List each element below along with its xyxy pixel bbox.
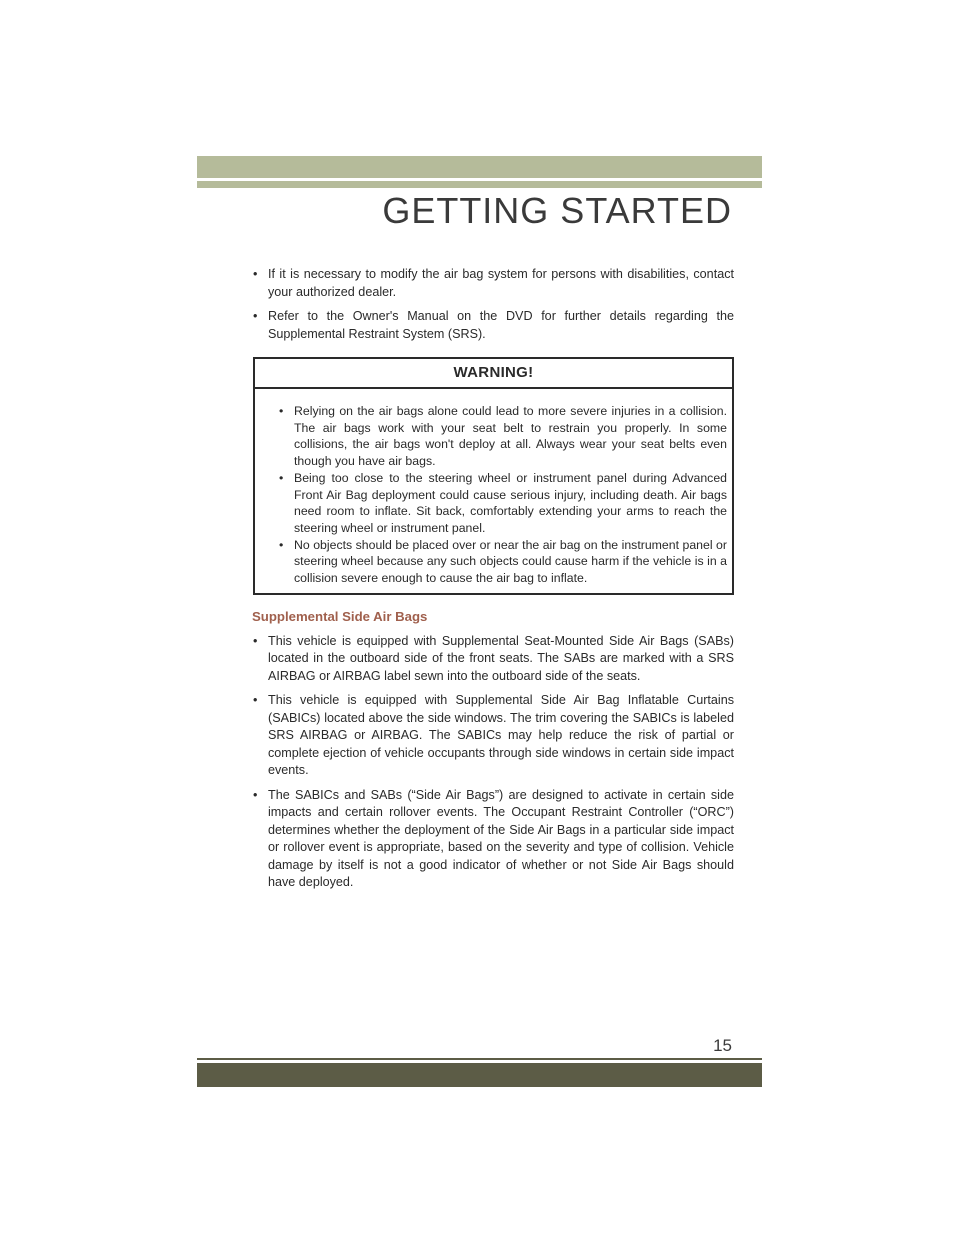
bullet-icon: • (253, 267, 258, 281)
bullet-icon: • (253, 309, 258, 323)
bullet-icon: • (279, 470, 284, 485)
page-content (253, 266, 734, 899)
bullet-icon: • (253, 693, 258, 708)
side-air-bags-heading: Supplemental Side Air Bags (252, 608, 428, 624)
footer-line (197, 1058, 762, 1060)
warning-box (253, 357, 734, 595)
side-air-bags-list (253, 633, 734, 892)
list-item: • This vehicle is equipped with Supplemental Seat-Mounted Side Air Bags (SABs) located in the outboard side of the front seats. The SABs are marked with a SRS AIRBAG or AIRBAG label sewn into the outboard side of the seats. (253, 633, 734, 683)
warning-list (255, 389, 732, 593)
header-bar (197, 156, 762, 178)
list-item: • Relying on the air bags alone could lead to more severe injuries in a collision. The air bags work with your seat belt to restrain you properly. In some collisions, the air bags won't deploy at all. Always wear your seat belts even though you have air bags. (279, 404, 727, 469)
footer-bar (197, 1063, 762, 1087)
header-bar-thin (197, 181, 762, 188)
page-number: 15 (713, 1036, 732, 1055)
bullet-icon: • (279, 404, 284, 418)
warning-title: WARNING! (255, 359, 732, 389)
list-item: • This vehicle is equipped with Supplemental Side Air Bag Inflatable Curtains (SABICs) located above the side windows. The trim covering the SABICs is labeled SRS AIRBAG or AIRBAG. The SABICs may help reduce the risk of partial or complete ejection of vehicle occupants through side windows in certain side impact events. (253, 693, 734, 778)
bullet-icon: • (253, 633, 258, 648)
list-item: • No objects should be placed over or near the air bag on the instrument panel or steering wheel because any such objects could cause harm if the vehicle is in a collision severe enough to cause the air bag to inflate. (279, 537, 727, 586)
section-title: GETTING STARTED (382, 190, 732, 231)
list-item: • Being too close to the steering wheel or instrument panel during Advanced Front Air Bag deployment could cause serious injury, including death. Air bags need room to inflate. Sit back, comfortably extending your arms to reach the steering wheel or instrument panel. (279, 470, 727, 535)
list-item: • If it is necessary to modify the air bag system for persons with disabilities, contact your authorized dealer. (253, 267, 734, 299)
intro-bullet-list (253, 266, 734, 343)
list-item: • Refer to the Owner's Manual on the DVD for further details regarding the Supplemental Restraint System (SRS). (253, 309, 734, 341)
bullet-icon: • (279, 537, 284, 552)
list-item: • The SABICs and SABs (“Side Air Bags”) are designed to activate in certain side impacts and certain rollover events. The Occupant Restraint Controller (“ORC”) determines whether the deployment of the Side Air Bags in a particular side impact or rollover event is appropriate, based on the severity and type of collision. Vehicle damage by itself is not a good indicator of whether or not Side Air Bags should have deployed. (253, 787, 734, 890)
bullet-icon: • (253, 787, 258, 802)
